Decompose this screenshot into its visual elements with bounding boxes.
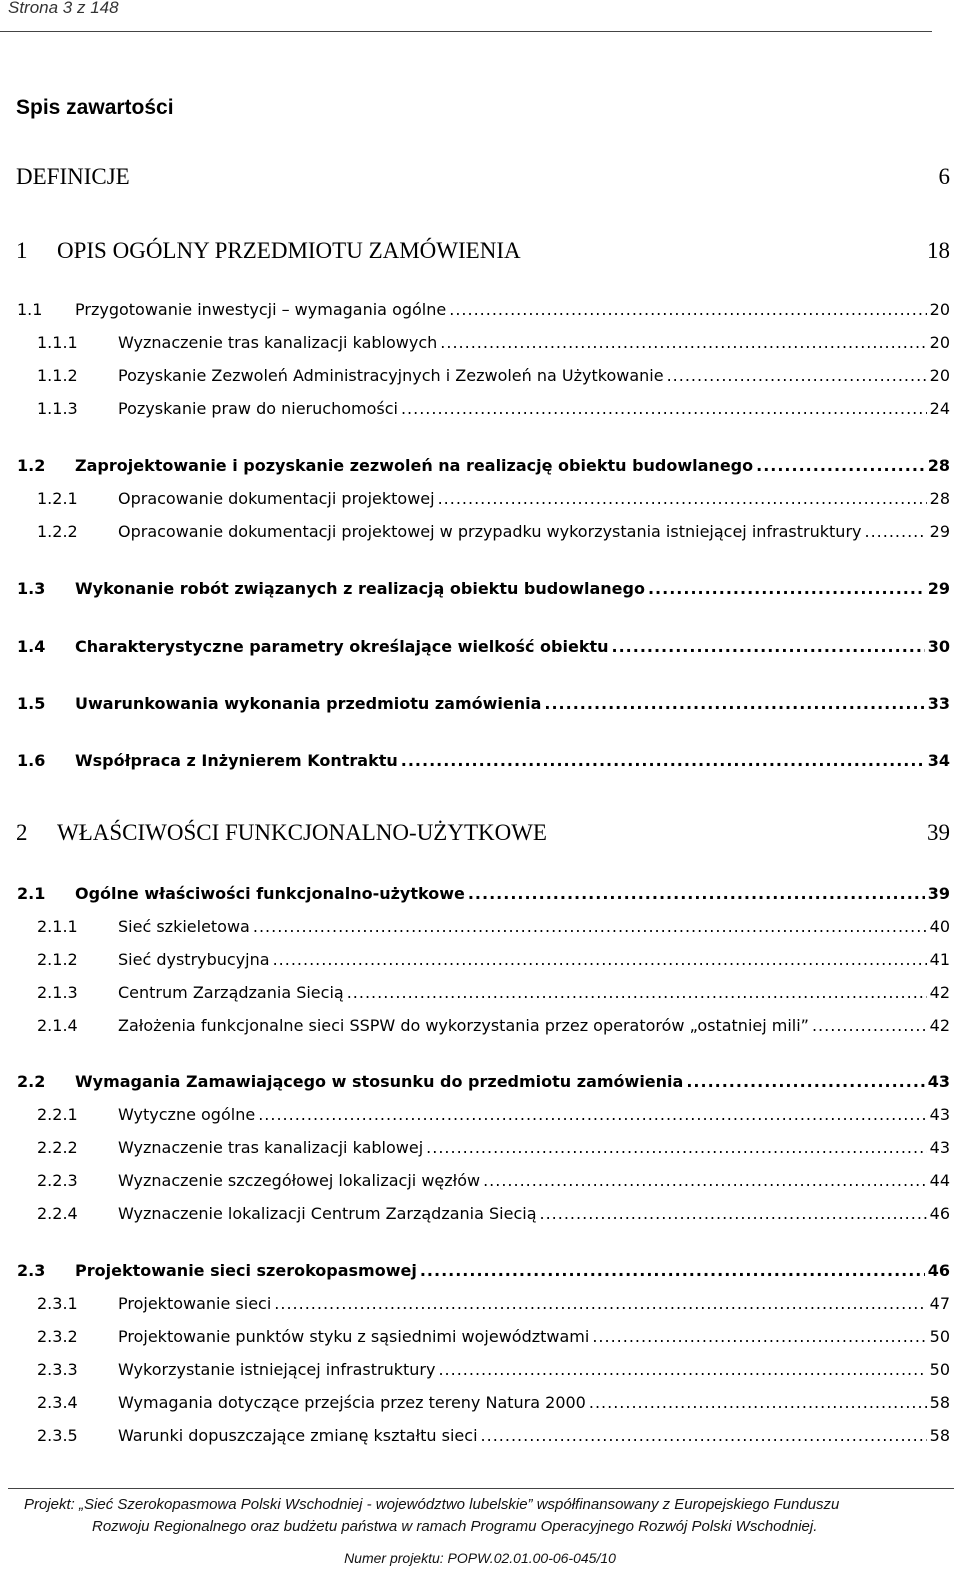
toc-entry-page: 39 <box>927 884 950 903</box>
toc-entry-title: Wykorzystanie istniejącej infrastruktury <box>118 1360 436 1379</box>
toc-entry-number: 1.2 <box>17 456 46 475</box>
toc-entry[interactable] <box>0 694 960 720</box>
toc-entry-page: 28 <box>929 489 950 508</box>
header-divider <box>0 31 932 32</box>
toc-entry-title: Charakterystyczne parametry określające wielkość obiektu <box>75 637 609 656</box>
toc-entry-number: 2.2.2 <box>37 1138 78 1157</box>
toc-entry-title: WŁAŚCIWOŚCI FUNKCJONALNO-UŻYTKOWE <box>57 820 547 845</box>
toc-entry-title: Opracowanie dokumentacji projektowej <box>118 489 435 508</box>
toc-entry[interactable] <box>0 637 960 663</box>
toc-entry-page: 29 <box>929 522 950 541</box>
toc-entry-title: Sieć szkieletowa <box>118 917 250 936</box>
toc-entry-title: Wytyczne ogólne <box>118 1105 256 1124</box>
toc-entry-title: Opracowanie dokumentacji projektowej w przypadku wykorzystania istniejącej infrastruktury <box>118 522 862 541</box>
toc-entry[interactable] <box>0 983 960 1009</box>
toc-entry-number: 1.2.1 <box>37 489 78 508</box>
toc-entry-number: 1.1.3 <box>37 399 78 418</box>
toc-entry-number: 1.2.2 <box>37 522 78 541</box>
toc-entry-title: Projektowanie punktów styku z sąsiednimi województwami <box>118 1327 590 1346</box>
toc-entry[interactable] <box>0 579 960 605</box>
toc-entry-page: 43 <box>929 1138 950 1157</box>
toc-entry-page: 50 <box>929 1327 950 1346</box>
toc-entry[interactable] <box>0 1016 960 1042</box>
toc-entry[interactable] <box>0 333 960 359</box>
toc-entry-page: 30 <box>927 637 950 656</box>
toc-entry-number: 2.2 <box>17 1072 46 1091</box>
toc-entry-title: Założenia funkcjonalne sieci SSPW do wykorzystania przez operatorów „ostatniej mili” <box>118 1016 809 1035</box>
toc-entry[interactable] <box>0 1426 960 1452</box>
toc-entry[interactable] <box>0 1327 960 1353</box>
toc-entry-title: Ogólne właściwości funkcjonalno-użytkowe <box>75 884 465 903</box>
toc-entry-number: 2 <box>16 820 28 845</box>
toc-entry-title: Wyznaczenie tras kanalizacji kablowej <box>118 1138 424 1157</box>
toc-entry-number: 2.3.3 <box>37 1360 78 1379</box>
toc-entry[interactable] <box>0 917 960 943</box>
toc-entry-page: 40 <box>929 917 950 936</box>
page-label: Strona 3 z 148 <box>8 0 119 17</box>
toc-entry[interactable] <box>0 366 960 392</box>
toc-entry-title: Przygotowanie inwestycji – wymagania ogólne <box>75 300 447 319</box>
toc-entry-page: 39 <box>927 820 950 845</box>
toc-entry-page: 47 <box>929 1294 950 1313</box>
toc-entry-number: 1.1.2 <box>37 366 78 385</box>
toc-entry-number: 1.4 <box>17 637 46 656</box>
toc-entry-title: Wymagania dotyczące przejścia przez tereny Natura 2000 <box>118 1393 586 1412</box>
toc-entry-page: 42 <box>929 983 950 1002</box>
toc-entry[interactable] <box>0 489 960 515</box>
toc-entry[interactable] <box>0 164 960 190</box>
toc-entry-page: 34 <box>927 751 950 770</box>
toc-entry-number: 2.1.4 <box>37 1016 78 1035</box>
toc-entry[interactable] <box>0 1204 960 1230</box>
toc-entry-title: Wymagania Zamawiającego w stosunku do przedmiotu zamówienia <box>75 1072 684 1091</box>
toc-entry-page: 18 <box>927 238 950 263</box>
toc-entry-title: Wyznaczenie tras kanalizacji kablowych <box>118 333 438 352</box>
toc-entry[interactable] <box>0 399 960 425</box>
toc-entry-title: Centrum Zarządzania Siecią <box>118 983 344 1002</box>
toc-entry[interactable] <box>0 456 960 482</box>
toc-entry-title: Projektowanie sieci szerokopasmowej <box>75 1261 417 1280</box>
toc-entry-number: 1.5 <box>17 694 46 713</box>
toc-entry-number: 2.3 <box>17 1261 46 1280</box>
toc-entry-page: 28 <box>927 456 950 475</box>
toc-entry[interactable] <box>0 300 960 326</box>
toc-entry[interactable] <box>0 1261 960 1287</box>
toc-entry-page: 43 <box>927 1072 950 1091</box>
toc-entry-number: 2.1 <box>17 884 46 903</box>
toc-entry-page: 6 <box>938 164 950 189</box>
toc-entry[interactable] <box>0 1360 960 1386</box>
toc-entry[interactable] <box>0 884 960 910</box>
toc-entry-page: 43 <box>929 1105 950 1124</box>
toc-entry-number: 2.3.2 <box>37 1327 78 1346</box>
footer-project-number: Numer projektu: POPW.02.01.00-06-045/10 <box>344 1550 616 1566</box>
toc-entry-number: 1.3 <box>17 579 46 598</box>
toc-entry[interactable] <box>0 1138 960 1164</box>
toc-entry-title: OPIS OGÓLNY PRZEDMIOTU ZAMÓWIENIA <box>57 238 521 263</box>
toc-title: Spis zawartości <box>16 96 174 119</box>
toc-entry-page: 46 <box>927 1261 950 1280</box>
toc-entry-number: 1.1 <box>17 300 43 319</box>
toc-entry-number: 1 <box>16 238 28 263</box>
toc-entry-number: 2.3.1 <box>37 1294 78 1313</box>
toc-entry-page: 58 <box>929 1393 950 1412</box>
toc-entry[interactable] <box>0 522 960 548</box>
toc-entry-number: 2.2.1 <box>37 1105 78 1124</box>
toc-entry-title: Wyznaczenie lokalizacji Centrum Zarządzania Siecią <box>118 1204 537 1223</box>
toc-entry-title: Współpraca z Inżynierem Kontraktu <box>75 751 398 770</box>
toc-entry-number: 2.2.3 <box>37 1171 78 1190</box>
toc-entry-title: Pozyskanie Zezwoleń Administracyjnych i Zezwoleń na Użytkowanie <box>118 366 664 385</box>
toc-entry-page: 44 <box>929 1171 950 1190</box>
toc-entry-title: Sieć dystrybucyjna <box>118 950 270 969</box>
toc-entry[interactable] <box>0 950 960 976</box>
toc-entry-number: 2.1.1 <box>37 917 78 936</box>
toc-entry-number: 2.3.5 <box>37 1426 78 1445</box>
footer-funding-line: Rozwoju Regionalnego oraz budżetu państwa w ramach Programu Operacyjnego Rozwój Polski Wschodniej. <box>92 1518 818 1535</box>
toc-entry[interactable] <box>0 820 960 846</box>
toc-entry-page: 46 <box>929 1204 950 1223</box>
toc-entry-number: 2.3.4 <box>37 1393 78 1412</box>
toc-entry[interactable] <box>0 1105 960 1131</box>
toc-entry-number: 2.2.4 <box>37 1204 78 1223</box>
toc-entry[interactable] <box>0 1294 960 1320</box>
footer-project-line: Projekt: „Sieć Szerokopasmowa Polski Wschodniej - województwo lubelskie” współfinansowany z Europejskiego Funduszu <box>24 1496 840 1513</box>
toc-entry-title: Uwarunkowania wykonania przedmiotu zamówienia <box>75 694 542 713</box>
toc-entry-number: 1.1.1 <box>37 333 78 352</box>
toc-entry[interactable] <box>0 1072 960 1098</box>
toc-entry[interactable] <box>0 1171 960 1197</box>
toc-entry-number: 2.1.2 <box>37 950 78 969</box>
toc-entry-number: 1.6 <box>17 751 46 770</box>
toc-entry-page: 50 <box>929 1360 950 1379</box>
toc-entry-title: Wyznaczenie szczegółowej lokalizacji węzłów <box>118 1171 481 1190</box>
toc-entry-page: 42 <box>929 1016 950 1035</box>
footer-divider <box>8 1488 954 1489</box>
toc-entry-page: 20 <box>929 300 950 319</box>
toc-entry[interactable] <box>0 1393 960 1419</box>
toc-entry-title: Pozyskanie praw do nieruchomości <box>118 399 398 418</box>
toc-entry[interactable] <box>0 238 960 264</box>
toc-entry-title: Warunki dopuszczające zmianę kształtu sieci <box>118 1426 478 1445</box>
toc-entry[interactable] <box>0 751 960 777</box>
toc-entry-title: Projektowanie sieci <box>118 1294 272 1313</box>
toc-entry-title: Wykonanie robót związanych z realizacją obiektu budowlanego <box>75 579 645 598</box>
toc-entry-title: DEFINICJE <box>16 164 130 189</box>
toc-entry-page: 29 <box>927 579 950 598</box>
toc-entry-page: 41 <box>929 950 950 969</box>
toc-entry-title: Zaprojektowanie i pozyskanie zezwoleń na realizację obiektu budowlanego <box>75 456 754 475</box>
toc-entry-page: 20 <box>929 333 950 352</box>
toc-entry-page: 20 <box>929 366 950 385</box>
toc-entry-number: 2.1.3 <box>37 983 78 1002</box>
toc-entry-page: 33 <box>927 694 950 713</box>
toc-entry-page: 24 <box>929 399 950 418</box>
toc-entry-page: 58 <box>929 1426 950 1445</box>
